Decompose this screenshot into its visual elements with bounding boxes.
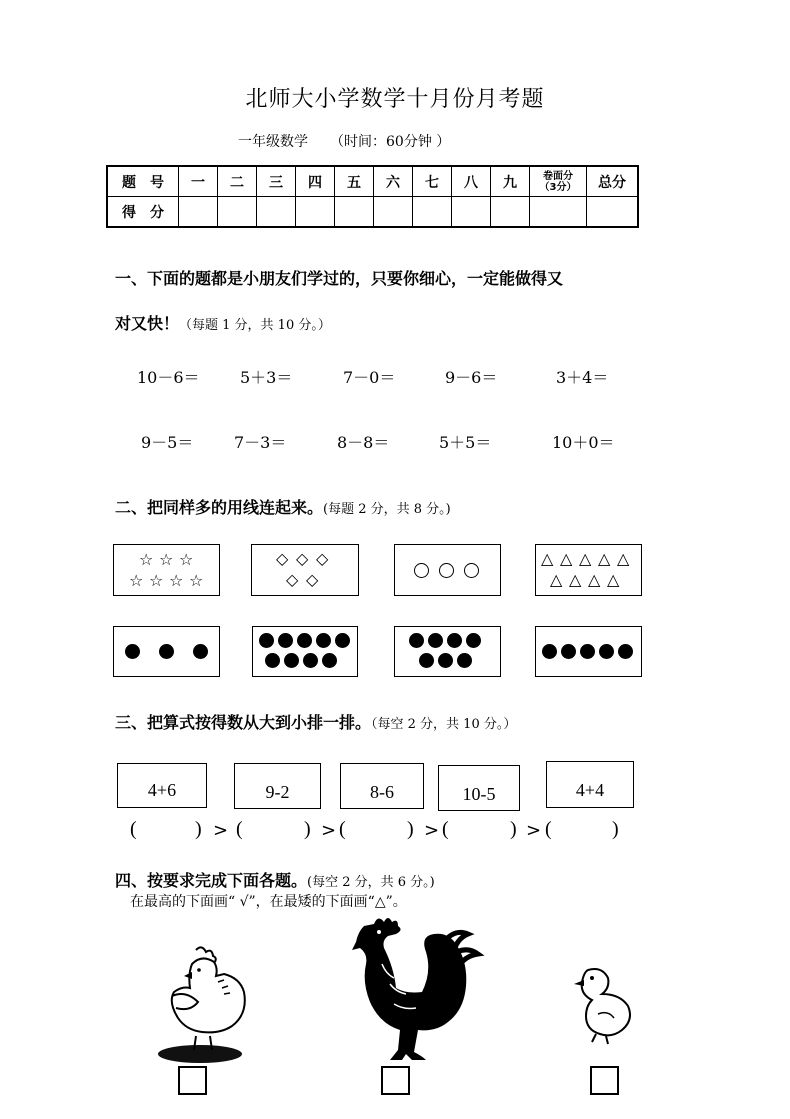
score-header-cell: 三 [257,166,296,197]
dot-icon [316,633,331,648]
triangle-icon: △ [617,549,630,568]
score-input-cell[interactable] [452,197,491,228]
chick-icon [568,966,638,1046]
score-header-cell: 题 号 [107,166,179,197]
score-header-cell: 四 [296,166,335,197]
score-header-cell-appearance: 卷面分 （3分） [530,166,587,197]
triangle-icon: △ [550,570,563,589]
score-input-cell[interactable] [530,197,587,228]
circle-icon [439,563,454,578]
score-input-cell[interactable] [179,197,218,228]
dot-icon [409,633,424,648]
equation: 7－0＝ [343,368,396,387]
section1-heading-line2: 对又快！（每题 1 分，共 10 分。） [115,314,331,333]
equation: 5＋5＝ [439,433,492,452]
score-header-cell: 六 [374,166,413,197]
star-icon: ☆ [129,571,144,590]
section1-heading-line1: 一、下面的题都是小朋友们学过的，只要你细心，一定能做得又 [115,269,564,288]
page-title: 北师大小学数学十月份月考题 [245,87,545,112]
triangle-icon: △ [579,549,592,568]
answer-paren-close: ) [195,818,202,840]
score-table-score-row [107,197,638,228]
score-input-cell[interactable] [335,197,374,228]
equation: 8－8＝ [337,433,390,452]
equation: 9－5＝ [141,433,194,452]
dot-icon [125,644,140,659]
score-header-cell: 总分 [587,166,639,197]
star-icon: ☆ [159,550,174,569]
diamonds-box[interactable] [251,544,359,596]
score-input-cell[interactable] [587,197,639,228]
dot-icon [618,644,633,659]
dot-icon [278,633,293,648]
answer-box-chick[interactable] [590,1066,619,1095]
dot-icon [303,653,318,668]
score-header-cell: 九 [491,166,530,197]
star-icon: ☆ [149,571,164,590]
answer-paren-close: ) [510,818,517,840]
dot-icon [466,633,481,648]
dot-icon [265,653,280,668]
triangle-icon: △ [569,570,582,589]
equation: 5＋3＝ [240,368,293,387]
star-icon: ☆ [179,550,194,569]
equation: 3＋4＝ [556,368,609,387]
dot-icon [447,633,462,648]
equation: 9－6＝ [445,368,498,387]
dot-icon [193,644,208,659]
greater-than-sign: > [321,820,337,841]
equation: 7－3＝ [234,433,287,452]
circles-box[interactable] [394,544,501,596]
score-header-cell: 七 [413,166,452,197]
score-row-label: 得 分 [107,197,179,228]
answer-paren-open: ( [442,818,449,840]
dot-icon [259,633,274,648]
diamond-icon: ◇ [316,549,329,568]
score-input-cell[interactable] [218,197,257,228]
section3-heading: 三、把算式按得数从大到小排一排。（每空 2 分，共 10 分。） [115,713,517,732]
star-icon: ☆ [139,550,154,569]
dot-icon [322,653,337,668]
dot-icon [159,644,174,659]
expression-box[interactable]: 9-2 [234,763,321,809]
greater-than-sign: > [424,820,440,841]
answer-paren-open: ( [339,818,346,840]
greater-than-sign: > [526,820,542,841]
section4-heading: 四、按要求完成下面各题。(每空 2 分，共 6 分。) [115,871,435,890]
answer-paren-open: ( [545,818,552,840]
grade-label: 一年级数学 [238,134,308,150]
dot-icon [580,644,595,659]
expression-box[interactable]: 4+4 [546,761,634,808]
answer-paren-close: ) [612,818,619,840]
answer-box-hen[interactable] [178,1066,207,1095]
score-header-cell: 二 [218,166,257,197]
diamond-icon: ◇ [296,549,309,568]
score-input-cell[interactable] [257,197,296,228]
score-input-cell[interactable] [296,197,335,228]
section4-instruction: 在最高的下面画“ √”，在最矮的下面画“△”。 [130,894,407,910]
stars-box[interactable] [113,544,220,596]
dot-icon [542,644,557,659]
equation: 10＋0＝ [552,433,615,452]
dots-box-8[interactable] [394,626,501,677]
answer-paren-open: ( [236,818,243,840]
dot-icon [438,653,453,668]
section2-heading: 二、把同样多的用线连起来。(每题 2 分，共 8 分。) [115,498,451,517]
section4-note: (每空 2 分，共 6 分。) [307,875,435,890]
dot-icon [599,644,614,659]
diamond-icon: ◇ [306,570,319,589]
circle-icon [414,563,429,578]
time-label: （时间：60分钟 ） [330,134,451,150]
score-input-cell[interactable] [413,197,452,228]
score-header-cell: 五 [335,166,374,197]
dot-icon [561,644,576,659]
dot-icon [419,653,434,668]
circle-icon [464,563,479,578]
section1-note: （每题 1 分，共 10 分。） [179,318,331,333]
triangle-icon: △ [598,549,611,568]
greater-than-sign: > [213,820,229,841]
star-icon: ☆ [169,571,184,590]
dot-icon [428,633,443,648]
answer-paren-close: ) [304,818,311,840]
equation: 10－6＝ [137,368,200,387]
section2-note: (每题 2 分，共 8 分。) [323,502,451,517]
triangle-icon: △ [541,549,554,568]
triangle-icon: △ [588,570,601,589]
score-table [106,165,639,228]
score-table-header-row [107,166,638,197]
section3-note: （每空 2 分，共 10 分。） [371,717,517,732]
dots-box-5[interactable] [535,626,642,677]
hen-icon [152,944,248,1064]
rooster-icon [352,914,492,1064]
score-header-cell: 一 [179,166,218,197]
score-input-cell[interactable] [374,197,413,228]
diamond-icon: ◇ [286,570,299,589]
score-input-cell[interactable] [491,197,530,228]
answer-paren-close: ) [407,818,414,840]
dot-icon [457,653,472,668]
score-header-cell: 八 [452,166,491,197]
answer-box-rooster[interactable] [381,1066,410,1095]
dots-box-10[interactable] [252,626,358,677]
star-icon: ☆ [189,571,204,590]
dot-icon [284,653,299,668]
dot-icon [297,633,312,648]
triangle-icon: △ [607,570,620,589]
expression-box[interactable]: 10-5 [438,765,520,811]
page-subtitle [238,131,450,151]
triangle-icon: △ [560,549,573,568]
triangles-box[interactable] [535,544,642,596]
diamond-icon: ◇ [276,549,289,568]
dots-box-3[interactable] [113,626,220,677]
dot-icon [335,633,350,648]
expression-box[interactable]: 4+6 [117,763,207,808]
answer-paren-open: ( [130,818,137,840]
expression-box[interactable]: 8-6 [340,763,424,809]
